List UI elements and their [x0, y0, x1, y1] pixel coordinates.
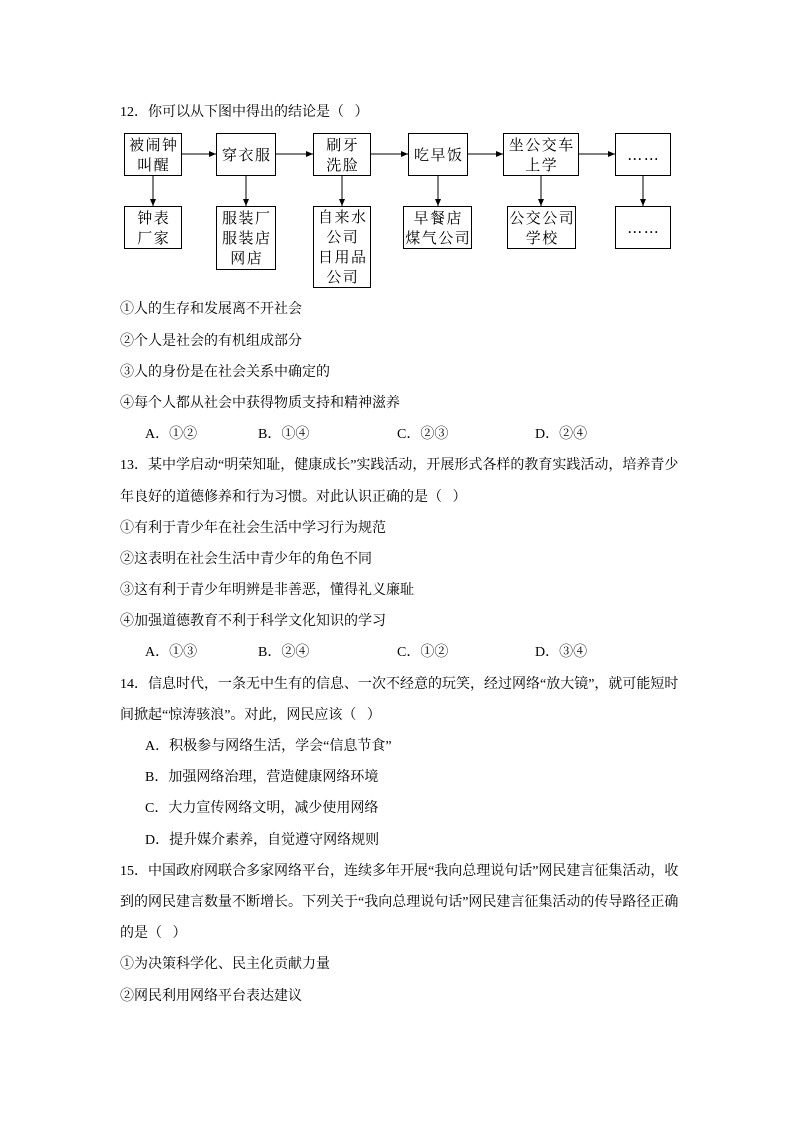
question-14: [120, 669, 700, 856]
box-label-line: 洗脸: [326, 155, 360, 174]
provider-box-transit: [507, 206, 576, 249]
answer-choices: [120, 419, 700, 450]
activity-box-more: [615, 133, 671, 176]
activity-box-dress: [216, 133, 276, 176]
box-label-line: ……: [627, 145, 661, 164]
box-label-line: 穿衣服: [221, 145, 272, 164]
answer-choices: [120, 637, 700, 668]
answer-choice: A．①②: [145, 427, 198, 443]
box-label-line: 上学: [525, 155, 559, 174]
box-label-line: 自来水: [317, 208, 368, 227]
provider-box-clothing: [216, 206, 276, 270]
box-label-line: 日用品: [317, 248, 368, 267]
question-stem-line: 的是（ ）: [120, 926, 187, 942]
exam-content: [120, 97, 700, 1012]
statement-item: ③这有利于青少年明辨是非善恶，懂得礼义廉耻: [120, 583, 414, 599]
activity-box-bus: [503, 133, 579, 176]
answer-choice: B．①④: [258, 427, 310, 443]
box-label-line: ……: [627, 218, 661, 237]
statement-item: ①有利于青少年在社会生活中学习行为规范: [120, 520, 386, 536]
box-label-line: 被闹钟: [128, 135, 179, 154]
provider-box-utilities: [313, 206, 371, 288]
box-label-line: 服装厂: [221, 209, 272, 228]
box-label-line: 叫醒: [137, 155, 171, 174]
activity-box-breakfast: [408, 133, 468, 176]
activity-box-wash: [313, 133, 371, 176]
box-label-line: 钟表: [137, 208, 171, 227]
answer-choice: D．②④: [535, 427, 588, 443]
question-stem-line: 14．信息时代，一条无中生有的信息、一次不经意的玩笑，经过网络“放大镜”，就可能短时: [120, 676, 679, 692]
statement-item: ①人的生存和发展离不开社会: [120, 302, 302, 318]
box-label-line: 学校: [525, 228, 559, 247]
question-stem-line: 13．某中学启动“明荣知耻，健康成长”实践活动，开展形式各样的教育实践活动，培养青少: [120, 458, 679, 474]
question-stem-line: 12．你可以从下图中得出的结论是（ ）: [120, 105, 369, 120]
box-label-line: 公司: [326, 228, 360, 247]
box-label-line: 早餐店: [413, 208, 463, 227]
box-label-line: 刷牙: [326, 135, 360, 154]
question-stem-line: 间掀起“惊涛骇浪”。对此，网民应该（ ）: [120, 707, 381, 723]
box-label-line: 服装店: [221, 229, 272, 248]
flow-diagram: [120, 128, 680, 294]
box-label-line: 吃早饭: [413, 145, 464, 164]
box-label-line: 煤气公司: [405, 228, 472, 247]
activity-box-alarm: [124, 133, 182, 176]
statement-item: ②个人是社会的有机组成部分: [120, 333, 302, 349]
provider-box-clock: [124, 206, 182, 249]
question-15: [120, 856, 700, 1012]
question-13: [120, 450, 700, 668]
question-stem-line: 15．中国政府网联合多家网络平台，连续多年开展“我向总理说句话”网民建言征集活动，收: [120, 863, 679, 879]
diagram-arrows: [120, 128, 680, 294]
question-stem-line: 到的网民建言数量不断增长。下列关于“我向总理说句话”网民建言征集活动的传导路径正确: [120, 894, 679, 910]
statement-item: ④加强道德教育不利于科学文化知识的学习: [120, 614, 386, 630]
answer-choice: D．提升媒介素养，自觉遵守网络规则: [145, 832, 380, 848]
answer-choice: A．积极参与网络生活，学会“信息节食”: [145, 739, 392, 754]
statement-item: ③人的身份是在社会关系中确定的: [120, 364, 330, 380]
answer-choice: D．③④: [535, 645, 588, 661]
box-label-line: 厂家: [137, 228, 171, 247]
box-label-line: 公交公司: [509, 208, 576, 227]
answer-choice: C．①②: [397, 645, 449, 661]
statement-item: ④每个人都从社会中获得物质支持和精神滋养: [120, 395, 400, 411]
statement-item: ②这表明在社会生活中青少年的角色不同: [120, 551, 372, 567]
provider-box-more: [615, 206, 671, 249]
statement-item: ②网民利用网络平台表达建议: [120, 988, 302, 1004]
answer-choice: B．②④: [258, 645, 310, 661]
answer-choice: C．②③: [397, 427, 449, 443]
provider-box-breakfast: [403, 206, 472, 249]
question-12: [120, 97, 700, 450]
answer-choice: C．大力宣传网络文明，减少使用网络: [145, 801, 379, 817]
box-label-line: 网店: [230, 249, 264, 268]
answer-choice: A．①③: [145, 645, 198, 661]
statement-item: ①为决策科学化、民主化贡献力量: [120, 957, 330, 973]
answer-choice: B．加强网络治理，营造健康网络环境: [145, 770, 379, 786]
box-label-line: 坐公交车: [508, 135, 575, 154]
box-label-line: 公司: [326, 268, 360, 287]
question-stem-line: 年良好的道德修养和行为习惯。对此认识正确的是（ ）: [120, 489, 467, 505]
